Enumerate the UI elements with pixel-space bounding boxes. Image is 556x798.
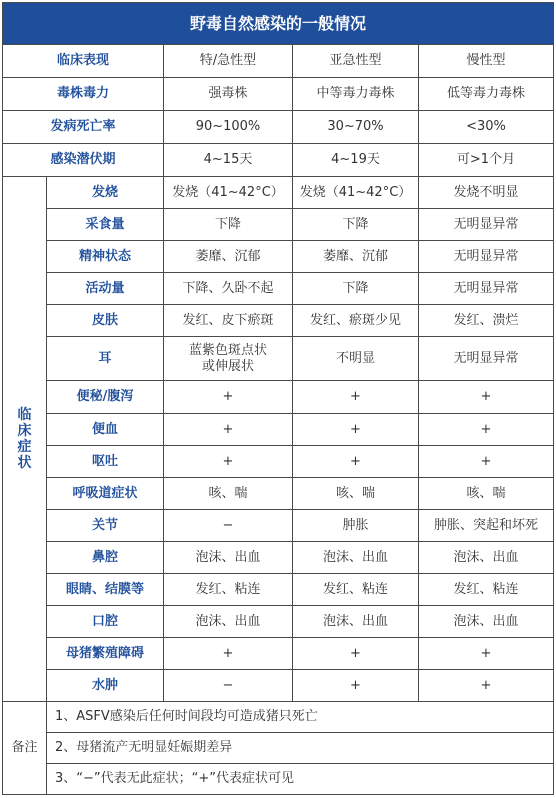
header-column: 慢性型 [419, 45, 554, 78]
table-row [3, 241, 554, 273]
symptom-value: + [419, 381, 554, 414]
symptom-value: 下降 [293, 273, 419, 305]
note-item: 2、母猪流产无明显妊娠期差异 [47, 733, 554, 764]
symptom-label: 口腔 [47, 606, 164, 638]
symptom-value: 下降、久卧不起 [164, 273, 293, 305]
table-title: 野毒自然感染的一般情况 [3, 3, 554, 45]
row-value: 30~70% [293, 111, 419, 144]
symptom-group-label [3, 177, 47, 702]
table-row [3, 446, 554, 478]
symptom-label: 耳 [47, 337, 164, 381]
symptom-label: 呼吸道症状 [47, 478, 164, 510]
table-row [3, 510, 554, 542]
note-item: 1、ASFV感染后任何时间段均可造成猪只死亡 [47, 702, 554, 733]
row-value: 可>1个月 [419, 144, 554, 177]
note-item: 3、“−”代表无此症状；“+”代表症状可见 [47, 764, 554, 795]
symptom-value: 泡沫、出血 [419, 606, 554, 638]
symptom-value: + [293, 414, 419, 446]
table-row [3, 670, 554, 702]
note-row [3, 733, 554, 764]
symptom-value: 泡沫、出血 [293, 606, 419, 638]
symptom-value: 无明显异常 [419, 209, 554, 241]
symptom-value: 蓝紫色斑点状 或伸展状 [164, 337, 293, 381]
symptom-value: 发烧（41~42°C） [293, 177, 419, 209]
table-row [3, 638, 554, 670]
table-row [3, 144, 554, 177]
symptom-value: 无明显异常 [419, 337, 554, 381]
symptom-label: 采食量 [47, 209, 164, 241]
table-row [3, 574, 554, 606]
row-label: 发病死亡率 [3, 111, 164, 144]
symptom-label: 精神状态 [47, 241, 164, 273]
symptom-value: 发烧不明显 [419, 177, 554, 209]
symptom-group-char: 症 [17, 439, 32, 455]
row-value: 强毒株 [164, 78, 293, 111]
symptom-label: 便血 [47, 414, 164, 446]
symptom-value: + [164, 446, 293, 478]
symptom-value: 发红、瘀斑少见 [293, 305, 419, 337]
symptom-group-char: 状 [17, 455, 32, 471]
symptom-value: + [419, 670, 554, 702]
symptom-value: 下降 [164, 209, 293, 241]
symptom-value: 不明显 [293, 337, 419, 381]
symptom-label: 活动量 [47, 273, 164, 305]
symptom-value: 泡沫、出血 [164, 542, 293, 574]
symptom-value: 发红、粘连 [164, 574, 293, 606]
symptom-group-char: 床 [17, 423, 32, 439]
symptom-value: + [164, 414, 293, 446]
symptom-value: + [293, 381, 419, 414]
symptom-value: + [164, 638, 293, 670]
symptom-value: + [164, 381, 293, 414]
table-row [3, 606, 554, 638]
symptom-value: + [419, 414, 554, 446]
symptom-value: 下降 [293, 209, 419, 241]
symptom-value: 发红、粘连 [419, 574, 554, 606]
table-row [3, 381, 554, 414]
table-row [3, 478, 554, 510]
row-value: 90~100% [164, 111, 293, 144]
table-row [3, 337, 554, 381]
symptom-value: − [164, 670, 293, 702]
table-row [3, 273, 554, 305]
table-row [3, 305, 554, 337]
symptom-group-char: 临 [17, 407, 32, 423]
header-row [3, 45, 554, 78]
row-label: 感染潜伏期 [3, 144, 164, 177]
table-row [3, 209, 554, 241]
table-row [3, 111, 554, 144]
symptom-value: 咳、喘 [164, 478, 293, 510]
symptom-value: 泡沫、出血 [419, 542, 554, 574]
symptom-value: 发烧（41~42°C） [164, 177, 293, 209]
asf-symptom-table [2, 2, 554, 795]
note-row [3, 764, 554, 795]
symptom-label: 母猪繁殖障碍 [47, 638, 164, 670]
row-value: 4~15天 [164, 144, 293, 177]
symptom-value: − [164, 510, 293, 542]
table-row [3, 542, 554, 574]
symptom-label: 水肿 [47, 670, 164, 702]
row-label: 毒株毒力 [3, 78, 164, 111]
title-row [3, 3, 554, 45]
row-value: 4~19天 [293, 144, 419, 177]
table-row [3, 78, 554, 111]
row-value: 低等毒力毒株 [419, 78, 554, 111]
notes-label: 备注 [3, 702, 47, 795]
header-label: 临床表现 [3, 45, 164, 78]
symptom-value: 咳、喘 [293, 478, 419, 510]
symptom-value: 发红、皮下瘀斑 [164, 305, 293, 337]
symptom-label: 便秘/腹泻 [47, 381, 164, 414]
symptom-value: + [419, 638, 554, 670]
symptom-value: + [419, 446, 554, 478]
symptom-value: 萎靡、沉郁 [293, 241, 419, 273]
symptom-value: 泡沫、出血 [164, 606, 293, 638]
symptom-value: + [293, 446, 419, 478]
symptom-value: + [293, 670, 419, 702]
symptom-value: 无明显异常 [419, 241, 554, 273]
table-row [3, 414, 554, 446]
symptom-label: 鼻腔 [47, 542, 164, 574]
row-value: <30% [419, 111, 554, 144]
header-column: 亚急性型 [293, 45, 419, 78]
symptom-label: 呕吐 [47, 446, 164, 478]
row-value: 中等毒力毒株 [293, 78, 419, 111]
symptom-label: 皮肤 [47, 305, 164, 337]
symptom-label: 关节 [47, 510, 164, 542]
symptom-value: 无明显异常 [419, 273, 554, 305]
symptom-label: 发烧 [47, 177, 164, 209]
symptom-value: 发红、粘连 [293, 574, 419, 606]
note-row [3, 702, 554, 733]
table-row [3, 177, 554, 209]
symptom-value: 萎靡、沉郁 [164, 241, 293, 273]
symptom-value: 咳、喘 [419, 478, 554, 510]
symptom-value: 泡沫、出血 [293, 542, 419, 574]
header-column: 特/急性型 [164, 45, 293, 78]
symptom-value: 肿胀 [293, 510, 419, 542]
symptom-label: 眼睛、结膜等 [47, 574, 164, 606]
symptom-value: 肿胀、突起和坏死 [419, 510, 554, 542]
symptom-value: + [293, 638, 419, 670]
symptom-value: 发红、溃烂 [419, 305, 554, 337]
